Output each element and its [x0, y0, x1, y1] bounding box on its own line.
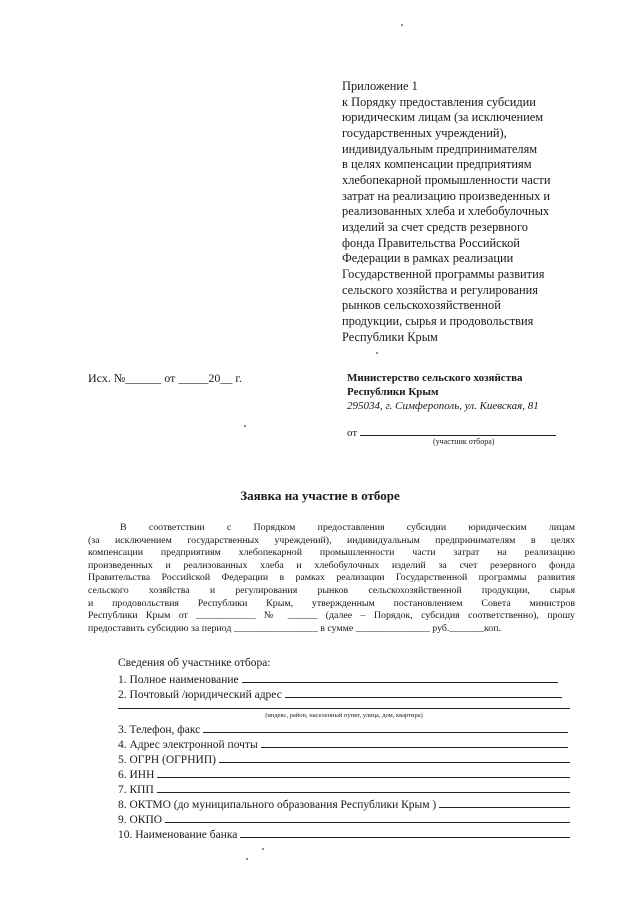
ogrn-input-line[interactable]: [219, 752, 570, 763]
paragraph-line: предоставить субсидию за период _________________ в сумме _______________ руб._______коп.: [88, 622, 501, 634]
field-label: 9. ОКПО: [118, 814, 163, 826]
field-label: 5. ОГРН (ОГРНИП): [118, 754, 216, 766]
paragraph-line: сельского хозяйства и регулирования рынков сельскохозяйственной продукции, сырья: [88, 584, 575, 596]
appendix-line: к Порядку предоставления субсидии: [342, 94, 536, 109]
field-label: 3. Телефон, факс: [118, 724, 201, 736]
appendix-line: фонда Правительства Российской: [342, 235, 520, 250]
request-paragraph: [88, 522, 575, 635]
field-phone-fax: [118, 722, 568, 736]
field-label: 8. ОКТМО (до муниципального образования Республики Крым ): [118, 799, 437, 811]
bank-name-input-line[interactable]: [240, 827, 570, 838]
appendix-line: реализованных хлеба и хлебобулочных: [342, 204, 550, 219]
inn-input-line[interactable]: [157, 767, 570, 778]
paragraph-line: произведенных и реализованных хлеба и хлебобулочных изделий за счет резервного фонда: [88, 559, 575, 571]
field-label: 2. Почтовый /юридический адрес: [118, 689, 282, 701]
paragraph-line: В соответствии с Порядком предоставления субсидии юридическим лицам: [120, 522, 575, 533]
paragraph-line: компенсации предприятиям хлебопекарной промышленности части затрат на реализацию: [88, 547, 575, 559]
from-label: от: [347, 427, 358, 439]
field-okpo: [118, 812, 570, 826]
participant-info-header: Сведения об участнике отбора:: [118, 657, 271, 669]
field-label: 7. КПП: [118, 784, 154, 796]
appendix-line: затрат на реализацию произведенных и: [342, 188, 551, 203]
appendix-line: индивидуальным предпринимателям: [342, 141, 538, 156]
ministry-name-line1: Министерство сельского хозяйства: [347, 372, 523, 384]
field-full-name: [118, 672, 558, 686]
okpo-input-line[interactable]: [165, 812, 570, 823]
field-ogrn: [118, 752, 570, 766]
appendix-line: Государственной программы развития: [342, 266, 545, 281]
email-input-line[interactable]: [261, 737, 568, 748]
appendix-line: сельского хозяйства и регулирования: [342, 282, 538, 297]
postal-address-input-line[interactable]: [285, 687, 562, 698]
from-caption: (участник отбора): [433, 437, 495, 446]
field-postal-address: [118, 687, 562, 701]
appendix-line: государственных учреждений),: [342, 125, 507, 140]
appendix-line: Приложение 1: [342, 79, 418, 93]
scan-speck: [244, 425, 246, 427]
phone-fax-input-line[interactable]: [203, 722, 568, 733]
ministry-address: 295034, г. Симферополь, ул. Киевская, 81: [347, 400, 539, 412]
paragraph-line: (за исключением государственных учреждений), индивидуальным предпринимателям в целях: [88, 534, 575, 546]
paragraph-line: и продовольствия Республики Крым, утвержденным постановлением Совета министров: [88, 597, 575, 609]
postal-address-second-line[interactable]: [118, 708, 570, 709]
scan-speck: [376, 352, 378, 354]
scan-speck: [401, 24, 403, 26]
appendix-line: изделий за счет средств резервного: [342, 219, 528, 234]
field-kpp: [118, 782, 570, 796]
form-title: Заявка на участие в отборе: [240, 488, 400, 503]
appendix-line: продукции, сырья и продовольствия: [342, 313, 534, 328]
appendix-line: в целях компенсации предприятиям: [342, 157, 532, 172]
field-label: 6. ИНН: [118, 769, 155, 781]
appendix-line: Федерации в рамках реализации: [342, 251, 514, 266]
scan-speck: [246, 858, 248, 860]
field-bank-name: [118, 827, 570, 841]
appendix-line: юридическим лицам (за исключением: [342, 110, 544, 125]
field-inn: [118, 767, 570, 781]
appendix-line: хлебопекарной промышленности части: [342, 172, 551, 187]
outgoing-reference: Исх. №______ от _____20__ г.: [88, 371, 242, 385]
from-participant-line[interactable]: [360, 425, 556, 436]
full-name-input-line[interactable]: [242, 672, 558, 683]
field-email: [118, 737, 568, 751]
field-label: 10. Наименование банка: [118, 829, 238, 841]
oktmo-input-line[interactable]: [439, 797, 570, 808]
field-oktmo: [118, 797, 570, 811]
kpp-input-line[interactable]: [157, 782, 570, 793]
ministry-name-line2: Республики Крым: [347, 386, 439, 398]
paragraph-line: Правительства Российской Федерации в рамках реализации Государственной программы развития: [88, 572, 575, 584]
field-label: 4. Адрес электронной почты: [118, 739, 258, 751]
appendix-block: [342, 79, 582, 345]
field-label: 1. Полное наименование: [118, 674, 239, 686]
address-caption: (индекс, район, населенный пункт, улица, дом, квартира): [265, 712, 423, 719]
paragraph-line: Республики Крым от ____________ № ______ (далее – Порядок, субсидия соответственно), прошу: [88, 610, 575, 622]
scan-speck: [262, 848, 264, 850]
appendix-line: Республики Крым: [342, 329, 438, 344]
addressee-block: [347, 371, 587, 413]
appendix-line: рынков сельскохозяйственной: [342, 298, 501, 313]
